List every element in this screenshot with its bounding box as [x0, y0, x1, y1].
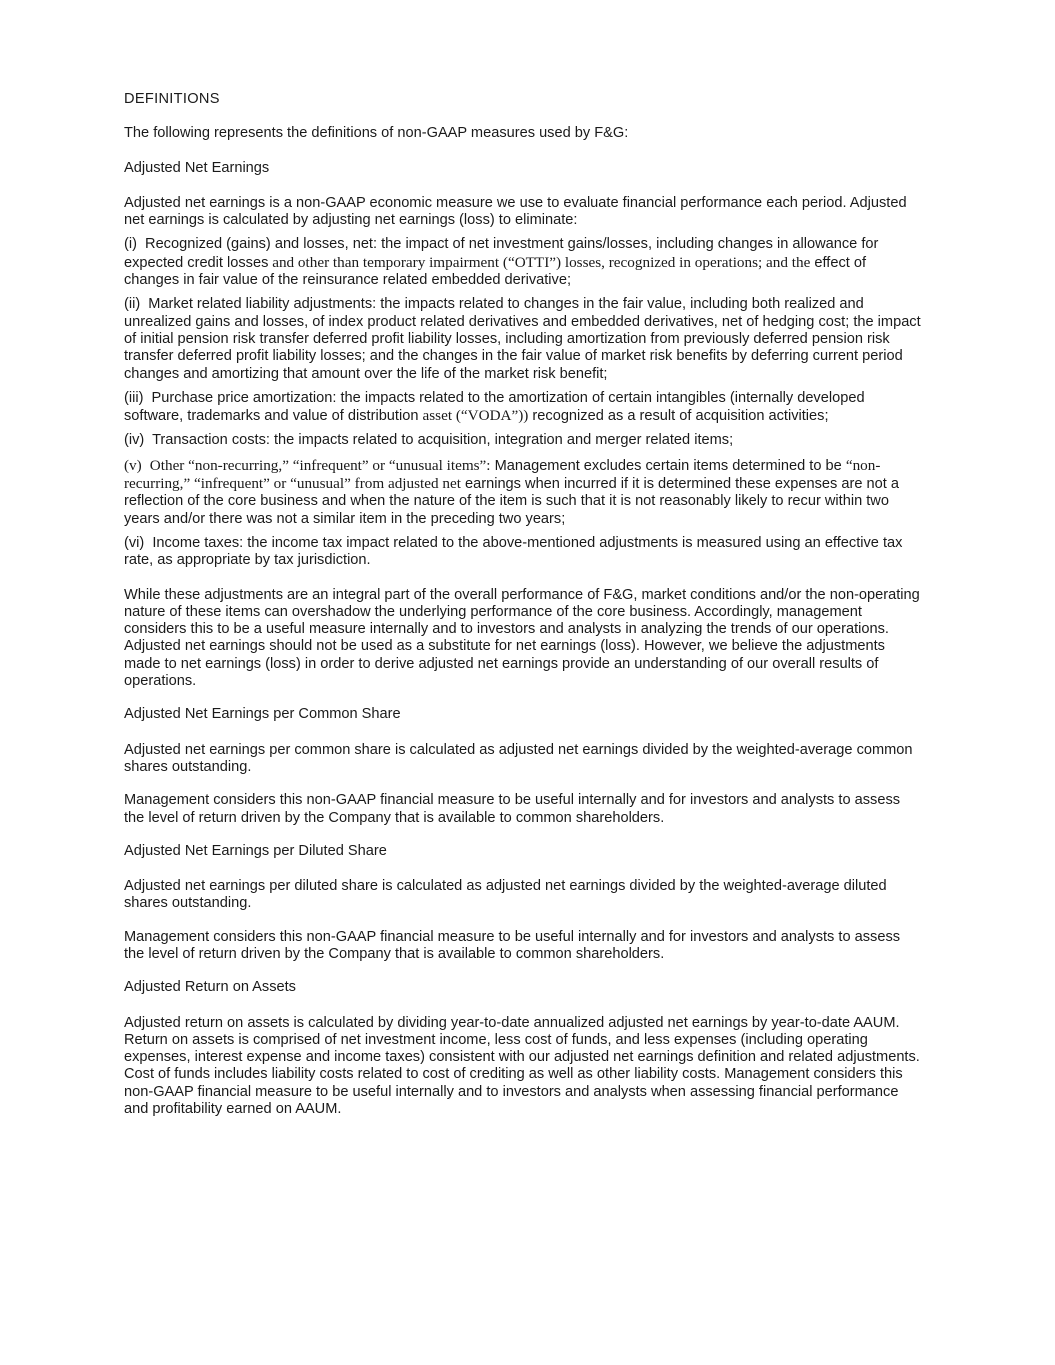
heading-return-on-assets: Adjusted Return on Assets — [124, 979, 296, 996]
item-text-serif: “non-recurring,” “infrequent” or “unusual” from adjusted net — [124, 456, 881, 493]
item-number: (iii) — [124, 389, 144, 406]
item-number: (ii) — [124, 296, 141, 313]
item-text: Purchase price amortization: the impacts related to the amortization of certain intangibles (internally developed software, trademarks and value of distribution — [124, 389, 865, 425]
list-item-vi — [124, 535, 924, 570]
list-item-ii — [124, 296, 924, 382]
heading-adjusted-net-earnings: Adjusted Net Earnings — [124, 159, 270, 176]
return-on-assets-para-1: Adjusted return on assets is calculated by dividing year-to-date annualized adjusted net earnings by year-to-date AAUM. Return on assets is comprised of net investment income, less cost of funds, and less expenses (including operating expenses, interest expense and income taxes) consistent with our adjusted net earnings definition and related adjustments. Cost of funds includes liability costs related to cost of crediting as well as other liability costs. Management considers this non-GAAP financial measure to be useful internally and to investors and analysts when assessing financial performance and profitability earned on AAUM. — [124, 1014, 920, 1118]
item-text: Management excludes certain items determined to be — [490, 457, 846, 474]
list-item-v — [124, 457, 924, 528]
list-item-iv — [124, 432, 924, 449]
item-text: earnings when incurred if it is determined these expenses are not a reflection of the core business and when the nature of the item is such that it is not reasonably likely to recur within two years and/or there was not a similar item in the preceding two years; — [124, 476, 899, 527]
adjusted-net-earnings-lead: Adjusted net earnings is a non-GAAP economic measure we use to evaluate financial performance each period. Adjusted net earnings is calculated by adjusting net earnings (loss) to eliminate: — [124, 194, 907, 229]
item-number: (vi) — [124, 534, 145, 551]
item-text: Transaction costs: the impacts related to acquisition, integration and merger related items; — [152, 432, 734, 449]
item-text: Income taxes: the income tax impact related to the above-mentioned adjustments is measured using an effective tax rate, as appropriate by tax jurisdiction. — [124, 534, 903, 569]
item-number: (i) — [124, 236, 137, 253]
adjusted-net-earnings-closing: While these adjustments are an integral part of the overall performance of F&G, market conditions and/or the non-operating nature of these items can overshadow the underlying performance of the core business. Accordingly, management considers this to be a useful measure internally and to investors and analysts in analyzing the trends of our operations. Adjusted net earnings should not be used as a substitute for net earnings (loss). However, we believe the adjustments made to net earnings (loss) in order to derive adjusted net earnings provide an understanding of our overall results of operations. — [124, 586, 920, 690]
per-common-share-para-2: Management considers this non-GAAP financial measure to be useful internally and for investors and analysts to assess the level of return driven by the Company that is available to common shareholders. — [124, 792, 901, 826]
item-text-serif: asset (“VODA”)) — [422, 407, 529, 425]
page-title: DEFINITIONS — [124, 91, 220, 107]
list-item-i — [124, 236, 924, 289]
list-item-iii — [124, 390, 924, 426]
per-diluted-share-para-1: Adjusted net earnings per diluted share is calculated as adjusted net earnings divided by the weighted-average diluted shares outstanding. — [124, 878, 887, 912]
heading-per-diluted-share: Adjusted Net Earnings per Diluted Share — [124, 842, 387, 859]
per-diluted-share-para-2: Management considers this non-GAAP financial measure to be useful internally and for investors and analysts to assess the level of return driven by the Company that is available to common shareholders. — [124, 928, 901, 962]
intro-text: The following represents the definitions of non-GAAP measures used by F&G: — [124, 125, 629, 142]
item-text-serif: Other “non-recurring,” “infrequent” or “unusual items”: — [149, 456, 491, 474]
heading-per-common-share: Adjusted Net Earnings per Common Share — [124, 706, 401, 723]
item-number: (v) — [124, 456, 142, 474]
per-common-share-para-1: Adjusted net earnings per common share is calculated as adjusted net earnings divided by the weighted-average common shares outstanding. — [124, 741, 913, 775]
item-number: (iv) — [124, 432, 145, 449]
item-text-serif: and other than temporary impairment (“OTTI”) losses, recognized in operations; and the — [268, 253, 811, 271]
item-text: effect of changes in fair value of the reinsurance related embedded derivative; — [124, 254, 867, 289]
document-page — [124, 91, 924, 1134]
item-text: Market related liability adjustments: the impacts related to changes in the fair value, including both realized and unrealized gains and losses, of index product related derivatives and embedded derivatives, net of hedging cost; the impact of initial pension risk transfer deferred profit liability losses, including amortization from previously deferred pension risk transfer deferred profit liability losses; and the changes in the fair value of market risk benefits by deferring current period changes and amortizing that amount over the life of the market risk benefit; — [124, 296, 921, 382]
item-text: Recognized (gains) and losses, net: the impact of net investment gains/losses, including changes in allowance for expected credit losses — [124, 236, 879, 271]
item-text: recognized as a result of acquisition activities; — [528, 408, 829, 425]
